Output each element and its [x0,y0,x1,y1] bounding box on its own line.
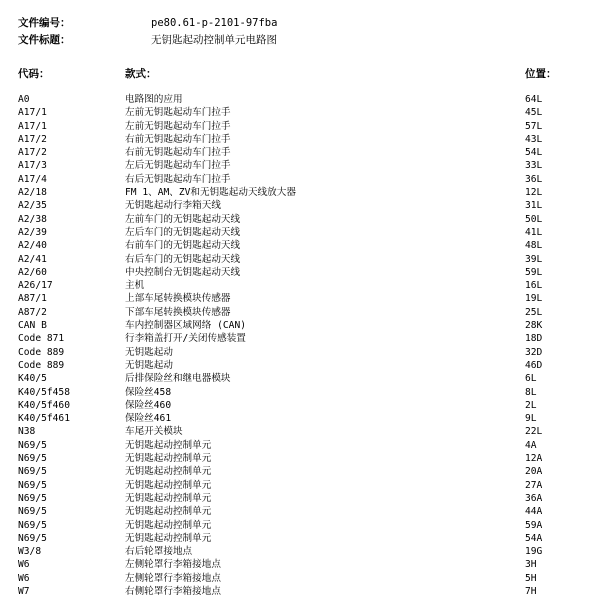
row-position: 28K [525,320,543,332]
row-position: 45L [525,107,543,119]
row-style: 保险丝461 [125,413,172,425]
row-position: 43L [525,133,543,145]
table-row [0,558,609,571]
row-style: 主机 [125,280,145,292]
table-row [0,199,609,212]
row-style: 左后无钥匙起动车门拉手 [125,160,231,172]
row-code: Code 871 [18,333,65,345]
row-code: Code 889 [18,346,65,358]
row-code: N69/5 [18,506,47,518]
row-style: 无钥匙起动 [125,359,173,371]
row-style: 左侧轮罩行李箱接地点 [125,559,221,571]
doc-title-label: 文件标题： [18,34,71,46]
row-position: 48L [525,240,543,252]
table-row [0,519,609,532]
row-style: 车内控制器区域网络 (CAN) [125,320,246,332]
table-row [0,399,609,412]
column-header-code: 代码： [18,68,50,80]
doc-number-value: pe80.61-p-2101-97fba [151,17,278,29]
row-style: 右后车门的无钥匙起动天线 [125,253,241,265]
row-code: A26/17 [18,280,53,292]
row-position: 19G [525,546,543,558]
table-row [0,545,609,558]
row-code: K40/5 [18,373,47,385]
doc-number-label: 文件编号： [18,17,71,29]
row-style: 保险丝458 [125,386,172,398]
row-style: 无钥匙起动控制单元 [125,532,212,544]
row-code: N69/5 [18,466,47,478]
component-table [0,93,609,598]
table-row [0,319,609,332]
table-row [0,266,609,279]
row-position: 46D [525,359,543,371]
row-position: 36L [525,173,543,185]
row-code: K40/5f461 [18,413,70,425]
table-row [0,492,609,505]
row-style: 无钥匙起动行李箱天线 [125,200,221,212]
row-code: A17/1 [18,107,47,119]
row-code: A0 [18,94,30,105]
table-row [0,505,609,518]
row-style: 右前无钥匙起动车门拉手 [125,133,231,145]
row-style: 中央控制台无钥匙起动天线 [125,266,241,278]
row-style: 无钥匙起动控制单元 [125,519,212,531]
row-position: 59A [525,519,543,531]
row-position: 44A [525,506,543,518]
row-position: 25L [525,306,543,318]
row-style: 左前无钥匙起动车门拉手 [125,120,231,132]
row-code: A17/3 [18,160,47,172]
row-style: 保险丝460 [125,399,172,411]
table-row [0,412,609,425]
row-style: 下部车尾转换模块传感器 [125,306,231,318]
row-code: A17/2 [18,133,47,145]
row-code: K40/5f458 [18,386,70,398]
row-position: 9L [525,413,537,425]
row-code: W6 [18,572,30,584]
row-style: 无钥匙起动控制单元 [125,479,212,491]
row-code: Code 889 [18,359,65,371]
row-position: 8L [525,386,537,398]
row-position: 18D [525,333,543,345]
row-style: 电路图的应用 [125,94,183,105]
row-position: 7H [525,585,537,597]
row-code: A17/1 [18,120,47,132]
row-position: 4A [525,439,537,451]
row-style: 右侧轮罩行李箱接地点 [125,585,221,597]
column-header-style: 款式： [125,68,157,80]
row-code: A2/18 [18,187,47,199]
row-style: 左前车门的无钥匙起动天线 [125,213,241,225]
row-style: 无钥匙起动控制单元 [125,492,212,504]
row-position: 22L [525,426,543,438]
row-code: CAN B [18,320,47,332]
doc-title-value: 无钥匙起动控制单元电路图 [151,34,277,46]
row-style: 左侧轮罩行李箱接地点 [125,572,221,584]
row-position: 32D [525,346,543,358]
row-position: 19L [525,293,543,305]
row-code: A2/40 [18,240,47,252]
row-style: 后排保险丝和继电器模块 [125,373,231,385]
row-position: 54L [525,147,543,159]
row-code: A87/2 [18,306,47,318]
row-position: 39L [525,253,543,265]
row-style: 右前无钥匙起动车门拉手 [125,147,231,159]
row-style: 无钥匙起动控制单元 [125,439,212,451]
row-code: W7 [18,585,30,597]
row-style: 无钥匙起动控制单元 [125,506,212,518]
row-style: 无钥匙起动 [125,346,173,358]
row-code: W3/8 [18,546,42,558]
row-style: FM 1、AM、ZV和无钥匙起动天线放大器 [125,187,296,199]
table-row [0,572,609,585]
column-header-position: 位置： [525,68,557,80]
doc-number-row [18,16,277,30]
table-row [0,585,609,598]
doc-title-row [18,33,277,47]
row-code: N69/5 [18,453,47,465]
table-row [0,386,609,399]
row-style: 右后无钥匙起动车门拉手 [125,173,231,185]
row-code: A17/2 [18,147,47,159]
row-position: 41L [525,226,543,238]
row-style: 右前车门的无钥匙起动天线 [125,240,241,252]
row-position: 12A [525,453,543,465]
table-row [0,106,609,119]
row-code: N38 [18,426,36,438]
table-row [0,452,609,465]
table-row [0,465,609,478]
table-row [0,346,609,359]
row-position: 54A [525,532,543,544]
row-code: A2/38 [18,213,47,225]
table-header [0,67,609,81]
table-row [0,439,609,452]
row-style: 左前无钥匙起动车门拉手 [125,107,231,119]
table-row [0,306,609,319]
row-code: A2/35 [18,200,47,212]
row-position: 12L [525,187,543,199]
table-row [0,159,609,172]
row-code: A87/1 [18,293,47,305]
table-row [0,279,609,292]
row-style: 右后轮罩接地点 [125,546,193,558]
row-style: 车尾开关模块 [125,426,183,438]
row-code: W6 [18,559,30,571]
row-position: 33L [525,160,543,172]
row-position: 5H [525,572,537,584]
row-code: N69/5 [18,492,47,504]
row-code: N69/5 [18,519,47,531]
row-position: 31L [525,200,543,212]
row-position: 3H [525,559,537,571]
row-position: 2L [525,399,537,411]
table-row [0,186,609,199]
table-row [0,359,609,372]
row-style: 上部车尾转换模块传感器 [125,293,231,305]
row-style: 无钥匙起动控制单元 [125,453,212,465]
row-position: 36A [525,492,543,504]
table-row [0,253,609,266]
row-style: 无钥匙起动控制单元 [125,466,212,478]
row-code: N69/5 [18,532,47,544]
table-row [0,173,609,186]
row-code: A2/41 [18,253,47,265]
table-row [0,226,609,239]
row-code: K40/5f460 [18,399,70,411]
table-row [0,532,609,545]
row-code: A17/4 [18,173,47,185]
row-style: 行李箱盖打开/关闭传感装置 [125,333,246,345]
row-code: N69/5 [18,439,47,451]
table-row [0,93,609,106]
row-position: 20A [525,466,543,478]
row-style: 左后车门的无钥匙起动天线 [125,226,241,238]
row-position: 50L [525,213,543,225]
row-code: A2/60 [18,266,47,278]
table-row [0,120,609,133]
table-row [0,479,609,492]
row-position: 6L [525,373,537,385]
table-row [0,213,609,226]
row-code: N69/5 [18,479,47,491]
table-row [0,292,609,305]
table-row [0,425,609,438]
row-position: 16L [525,280,543,292]
table-row [0,146,609,159]
table-row [0,239,609,252]
row-position: 57L [525,120,543,132]
row-position: 64L [525,94,543,105]
table-row [0,133,609,146]
row-code: A2/39 [18,226,47,238]
table-row [0,372,609,385]
table-row [0,332,609,345]
row-position: 59L [525,266,543,278]
row-position: 27A [525,479,543,491]
